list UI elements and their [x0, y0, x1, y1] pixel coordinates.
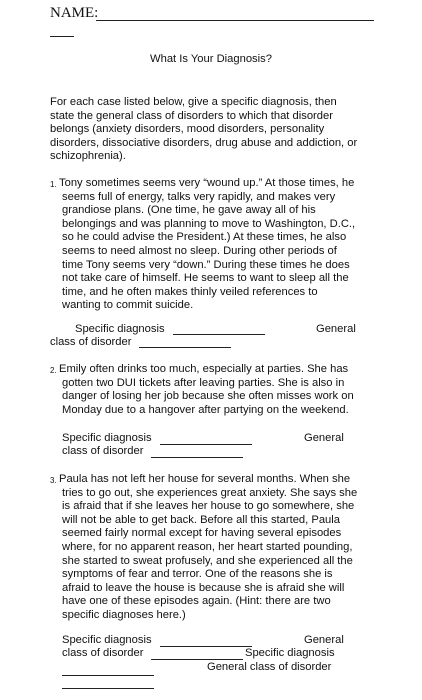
class-of-disorder-label: class of disorder [62, 445, 144, 457]
case-line: Tony sometimes seems very “wound up.” At those times, he [59, 177, 355, 189]
name-label: NAME: [50, 5, 99, 21]
case-line: is afraid that if she leaves her house to go somewhere, she [62, 500, 355, 513]
case-number: 2. [50, 366, 57, 375]
second-general-class-field[interactable] [62, 688, 154, 689]
case-number: 1. [50, 180, 57, 189]
instructions-line: For each case listed below, give a specific diagnosis, then [50, 96, 337, 108]
case-line: she started to sweat profusely, and she experienced all the [62, 554, 353, 567]
case-line: seemed fairly normal except for having several episodes [62, 527, 342, 540]
case-line: belongings and was planning to move to Washington, D.C., [62, 217, 356, 230]
second-specific-diagnosis-field[interactable] [62, 675, 154, 676]
case-line: time, and he often makes thinly veiled references to [62, 285, 318, 298]
instructions-line: disorders, dissociative disorders, drug abuse and addiction, or [50, 136, 358, 149]
case-line: seems full of energy, talks very rapidly, and makes very [62, 190, 336, 203]
case-line: Monday due to a hangover after partying on the weekend. [62, 403, 349, 416]
case-line: have one of these episodes again. (Hint: there are two [62, 595, 331, 608]
class-of-disorder-label: class of disorder [50, 336, 132, 348]
second-specific-diagnosis-label: Specific diagnosis [245, 647, 335, 659]
case-line: time Tony seems very “down.” During these times he does [62, 258, 350, 271]
specific-diagnosis-label: Specific diagnosis [75, 323, 165, 335]
case-line: specific diagnoses here.) [62, 608, 186, 621]
case-line: Emily often drinks too much, especially at parties. She has [59, 363, 349, 375]
class-of-disorder-field[interactable] [151, 659, 243, 660]
instructions-line: belongs (anxiety disorders, mood disorders, personality [50, 123, 325, 136]
class-of-disorder-field[interactable] [151, 457, 243, 458]
class-of-disorder-label: class of disorder [62, 647, 144, 659]
case-line: not take care of himself. He seems to want to sleep all the [62, 272, 349, 285]
case-text [59, 177, 355, 313]
case-line: symptoms of fear and terror. One of the reasons she is [62, 568, 333, 581]
case-text [59, 363, 354, 417]
case-line: afraid to leave the house is because she is afraid she will [62, 581, 345, 594]
instructions [50, 96, 357, 164]
general-label: General [304, 432, 344, 444]
instructions-line: schizophrenia). [50, 150, 126, 163]
second-general-class-label: General class of disorder [207, 661, 332, 673]
case-line: wanting to commit suicide. [62, 299, 194, 312]
specific-diagnosis-field[interactable] [160, 444, 252, 445]
specific-diagnosis-field[interactable] [173, 334, 265, 335]
case-line: where, for no apparent reason, her heart started pounding, [62, 540, 353, 553]
class-of-disorder-field[interactable] [139, 347, 231, 348]
case-number: 3. [50, 476, 57, 485]
general-label: General [316, 323, 356, 335]
instructions-line: state the general class of disorders to which that disorder [50, 109, 333, 122]
case-line: gotten two DUI tickets after leaving parties. She is also in [62, 376, 345, 389]
specific-diagnosis-field[interactable] [160, 646, 252, 647]
case-line: Paula has not left her house for several months. When she [59, 473, 351, 485]
specific-diagnosis-label: Specific diagnosis [62, 432, 152, 444]
case-line: tries to go out, she experiences great anxiety. She says she [62, 486, 358, 499]
general-label: General [304, 634, 344, 646]
case-line: so he could advise the President.) At these times, he also [62, 231, 347, 244]
specific-diagnosis-label: Specific diagnosis [62, 634, 152, 646]
name-field-line-continued[interactable] [50, 36, 74, 37]
case-line: grandiose plans. (One time, he gave away all of his [62, 204, 316, 217]
name-field-line[interactable] [96, 20, 374, 21]
case-line: danger of losing her job because she often misses work on [62, 390, 354, 403]
case-line: will not be able to get back. Before all this started, Paula [62, 513, 340, 526]
page-title: What Is Your Diagnosis? [150, 53, 272, 65]
case-line: seems to need almost no sleep. During other periods of [62, 244, 337, 257]
case-text [59, 473, 357, 623]
